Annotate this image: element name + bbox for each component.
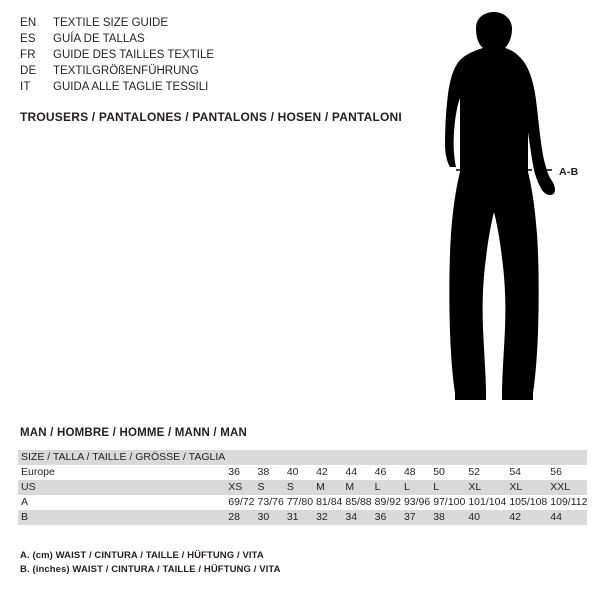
- language-text: GUÍA DE TALLAS: [53, 33, 145, 45]
- cell: 40: [286, 466, 299, 478]
- cell: 54: [509, 466, 521, 478]
- language-row: [20, 15, 350, 31]
- cell: 48: [403, 466, 416, 478]
- cell: 77/80: [286, 496, 314, 508]
- cell: 30: [257, 511, 270, 523]
- cell: L: [403, 481, 410, 493]
- cell: XL: [468, 481, 482, 493]
- cell: M: [345, 481, 355, 493]
- table-heading-man: MAN / HOMBRE / HOMME / MANN / MAN: [20, 427, 248, 439]
- cell: 37: [403, 511, 416, 523]
- footnote-b: B. (inches) WAIST / CINTURA / TAILLE / HÜFTUNG / VITA: [20, 564, 281, 575]
- cell: 52: [468, 466, 481, 478]
- cell: [506, 450, 547, 465]
- row-label: A: [21, 496, 29, 508]
- cell: XS: [228, 481, 243, 493]
- footnotes: [20, 549, 281, 577]
- cell: 36: [228, 466, 240, 478]
- cell: [255, 450, 284, 465]
- cell: 31: [286, 511, 299, 523]
- cell: [313, 450, 342, 465]
- cell: S: [286, 481, 294, 493]
- language-code: ES: [20, 33, 36, 45]
- cell: L: [374, 481, 381, 493]
- language-code: FR: [20, 49, 36, 61]
- cell: 44: [550, 511, 562, 523]
- measure-label-ab: A-B: [559, 166, 579, 178]
- male-silhouette-icon: [420, 12, 590, 402]
- cell: 97/100: [433, 496, 466, 508]
- cell: [342, 450, 371, 465]
- garment-title: TROUSERS / PANTALONES / PANTALONS / HOSEN / PANTALONI: [20, 110, 402, 124]
- language-row: [20, 63, 350, 79]
- table-row: [18, 450, 587, 465]
- cell: 101/104: [468, 496, 507, 508]
- cell: 32: [316, 511, 328, 523]
- cell: 93/96: [403, 496, 431, 508]
- cell: M: [316, 481, 325, 493]
- cell: L: [433, 481, 440, 493]
- cell: 109/112: [550, 496, 588, 508]
- language-code: IT: [20, 81, 31, 93]
- language-code: DE: [20, 65, 37, 77]
- footnote-a: A. (cm) WAIST / CINTURA / TAILLE / HÜFTUNG / VITA: [20, 550, 264, 561]
- cell: 46: [374, 466, 387, 478]
- cell: 34: [345, 511, 358, 523]
- row-label: US: [21, 481, 36, 493]
- cell: 81/84: [316, 496, 343, 508]
- language-row: [20, 31, 350, 47]
- cell: 89/92: [374, 496, 401, 508]
- cell: 44: [345, 466, 358, 478]
- language-row: [20, 47, 350, 63]
- language-text: GUIDE DES TAILLES TEXTILE: [53, 49, 215, 61]
- table-row: [18, 510, 587, 525]
- cell: S: [257, 481, 265, 493]
- cell: 38: [433, 511, 445, 523]
- cell: [547, 450, 587, 465]
- cell: XXL: [550, 481, 571, 493]
- cell: [401, 450, 430, 465]
- cell: [372, 450, 401, 465]
- cell: [225, 450, 254, 465]
- table-row: [18, 480, 587, 495]
- cell: 28: [228, 511, 240, 523]
- figure-illustration: [420, 12, 590, 402]
- cell: 38: [257, 466, 270, 478]
- language-code: EN: [20, 17, 37, 29]
- language-row: [20, 79, 350, 95]
- cell: [465, 450, 506, 465]
- cell: 50: [433, 466, 445, 478]
- row-label: Europe: [21, 466, 55, 478]
- size-table: [18, 450, 587, 525]
- cell: 42: [509, 511, 521, 523]
- cell: [284, 450, 313, 465]
- cell: 42: [316, 466, 328, 478]
- language-text: TEXTILGRÖßENFÜHRUNG: [53, 65, 199, 77]
- cell: XL: [509, 481, 523, 493]
- row-label: B: [21, 511, 29, 523]
- cell: 85/88: [345, 496, 372, 508]
- language-list: [20, 15, 350, 95]
- table-row: [18, 465, 587, 480]
- language-text: GUIDA ALLE TAGLIE TESSILI: [53, 81, 209, 93]
- cell: 36: [374, 511, 387, 523]
- cell: 105/108: [509, 496, 548, 508]
- cell: 40: [468, 511, 481, 523]
- cell: 69/72: [228, 496, 255, 508]
- language-text: TEXTILE SIZE GUIDE: [53, 17, 169, 29]
- row-label: SIZE / TALLA / TAILLE / GRÖSSE / TAGLIA: [21, 451, 226, 463]
- table-row: [18, 495, 587, 510]
- cell: 73/76: [257, 496, 284, 508]
- cell: [430, 450, 465, 465]
- cell: 56: [550, 466, 562, 478]
